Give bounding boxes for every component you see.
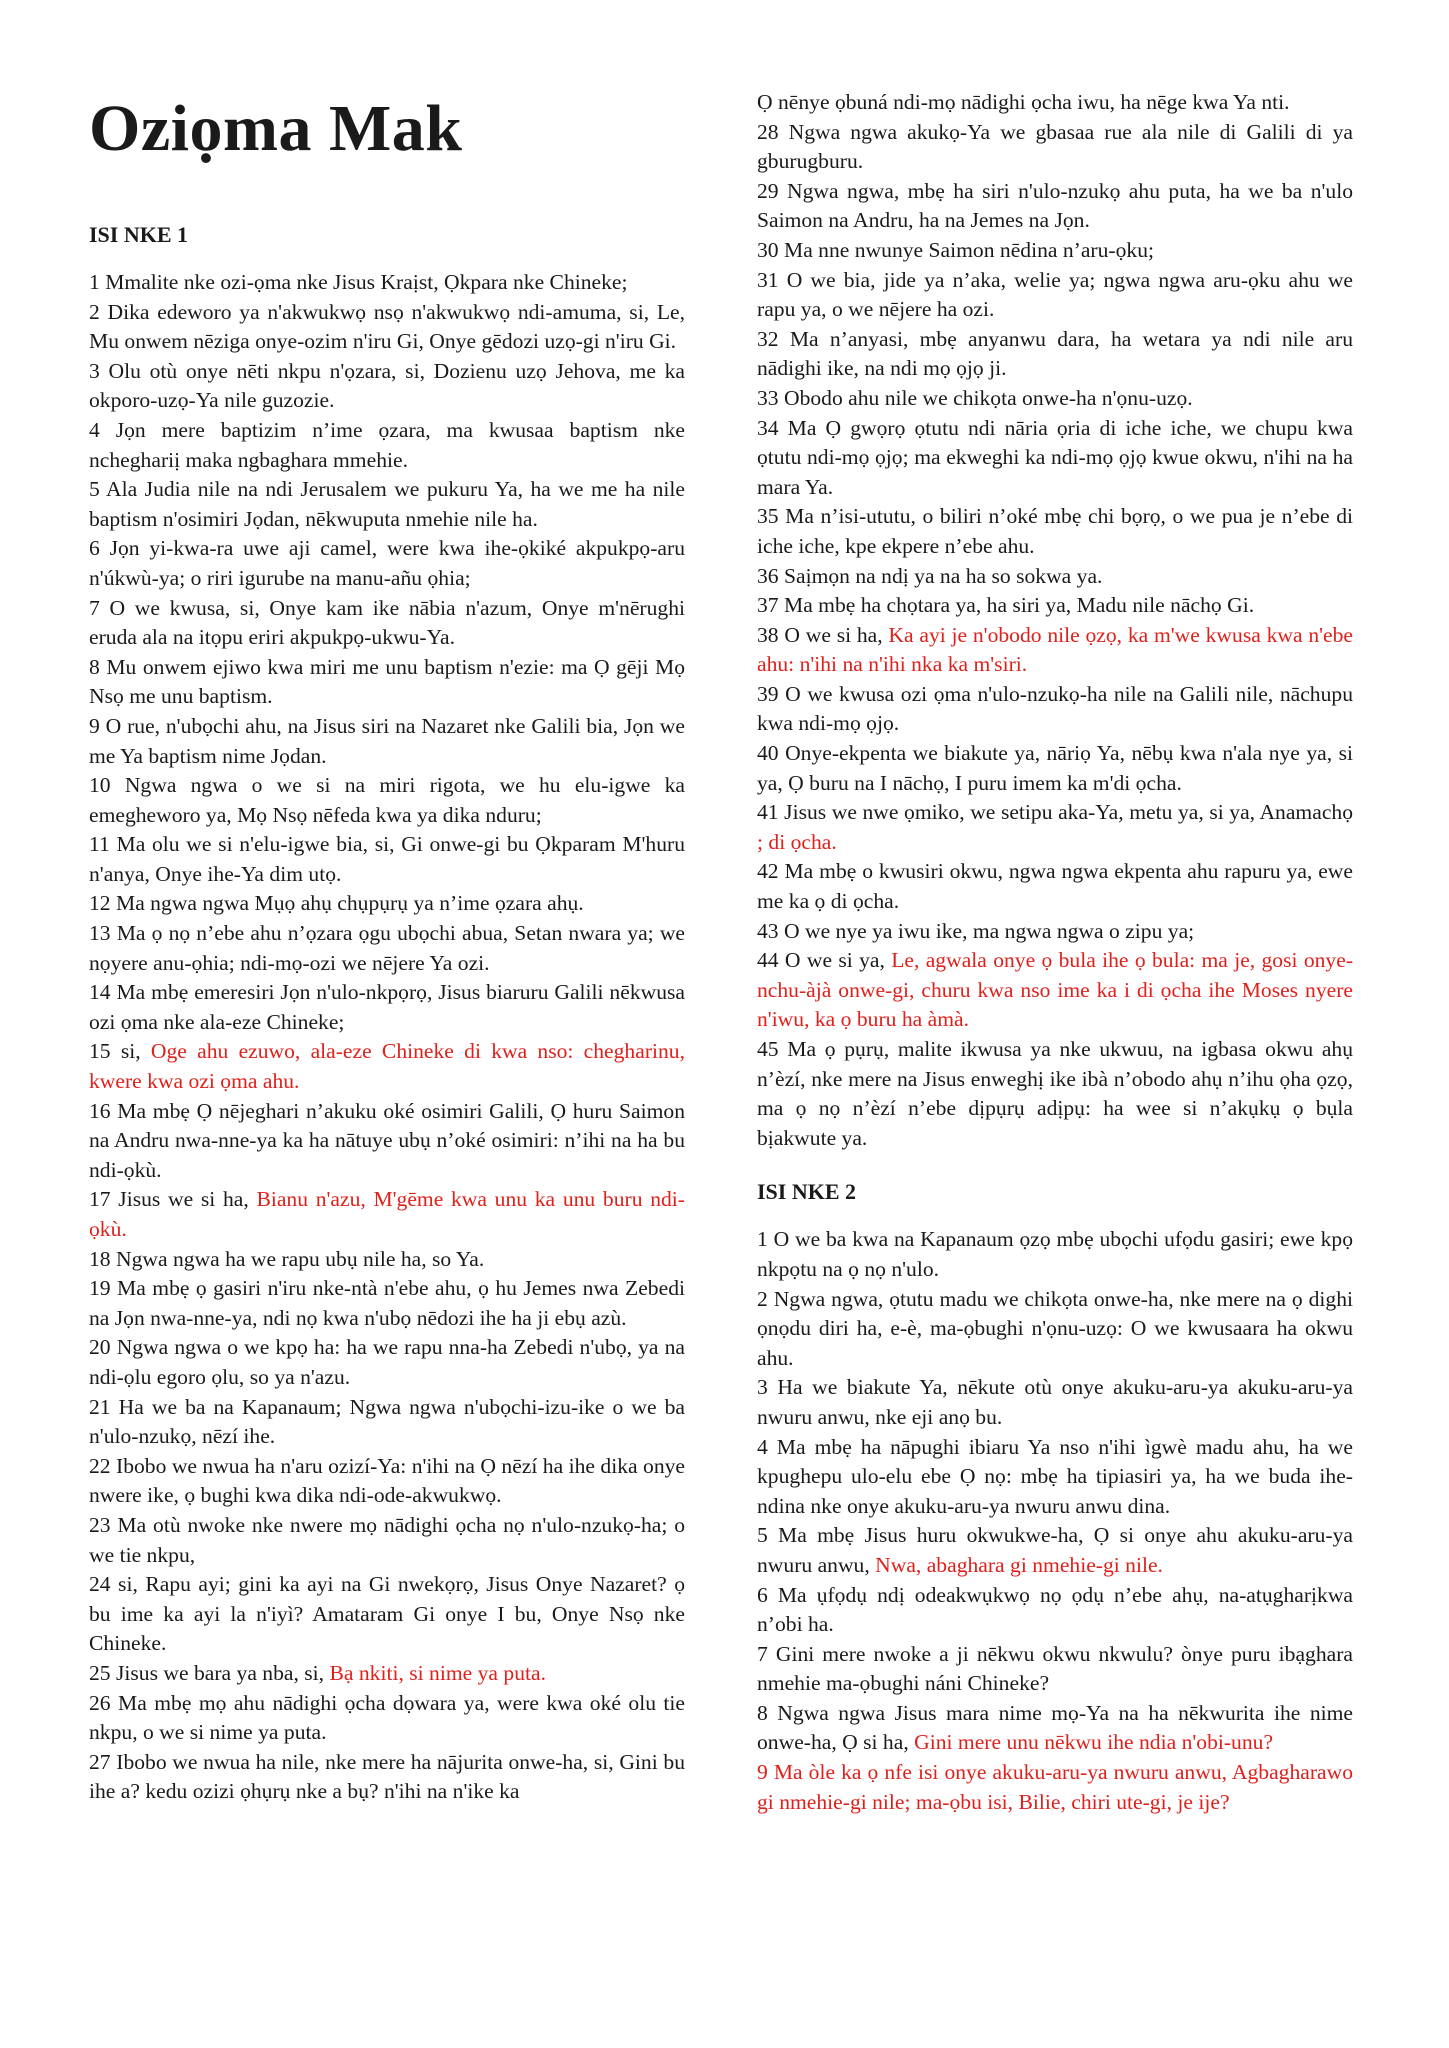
verse <box>757 1581 1353 1640</box>
verse <box>757 1225 1353 1284</box>
verse-text: 7 Gini mere nwoke a ji nēkwu okwu nkwulu? ònye puru ibạghara nmehie ma-ọbughi náni Chineke? <box>757 1641 1353 1696</box>
verse-text: 3 Ha we biakute Ya, nēkute otù onye akuku-aru-ya akuku-aru-ya nwuru anwu, nke eji anọ bu. <box>757 1375 1353 1429</box>
verse <box>89 889 685 919</box>
verse-red-text: Bạ nkiti, si nime ya puta. <box>329 1660 546 1685</box>
verse <box>89 298 685 357</box>
chapter-1-verses <box>89 268 685 1807</box>
verse-text: 5 Ala Judia nile na ndi Jerusalem we pukuru Ya, ha we me ha nile baptism n'osimiri Jọdan, nēkwuputa nmehie nile ha. <box>89 477 685 531</box>
verse-text: 28 Ngwa ngwa akukọ-Ya we gbasaa rue ala nile di Galili di ya gburugburu. <box>757 119 1353 174</box>
verse-text: 41 Jisus we nwe ọmiko, we setipu aka-Ya, metu ya, si ya, Anamachọ <box>757 800 1353 825</box>
left-column <box>89 92 685 1807</box>
verse-red-text: Oge ahu ezuwo, ala-eze Chineke di kwa nso: chegharinu, kwere kwa ozi ọma ahu. <box>89 1039 685 1094</box>
verse <box>89 1037 685 1096</box>
verse <box>757 857 1353 916</box>
verse-text: 39 O we kwusa ozi ọma n'ulo-nzukọ-ha nile na Galili nile, nāchupu kwa ndi-mọ ọjọ. <box>757 681 1353 736</box>
verse-text: 8 Ngwa ngwa Jisus mara nime mọ-Ya na ha nēkwurita ihe nime onwe-ha, Ọ si ha, <box>757 1700 1353 1755</box>
verse <box>757 414 1353 503</box>
verse <box>89 1097 685 1186</box>
verse-text: 31 O we bia, jide ya n’aka, welie ya; ngwa ngwa aru-ọku ahu we rapu ya, o we nējere ha ozi. <box>757 267 1353 322</box>
verse-red-text: Bianu n'azu, M'gēme kwa unu ka unu buru ndi-ọkù. <box>89 1187 685 1241</box>
verse-text: 6 Jọn yi-kwa-ra uwe aji camel, were kwa ihe-ọkiké akpukpọ-aru n'úkwù-ya; o riri igurube na manu-añu ọhia; <box>89 536 685 590</box>
verse <box>757 946 1353 1035</box>
verse <box>89 919 685 978</box>
verse-text: 19 Ma mbẹ ọ gasiri n'iru nke-ntà n'ebe ahu, ọ hu Jemes nwa Zebedi na Jọn nwa-nne-ya, ndi nọ kwa n'ubọ nēdozi ihe ha ji ebụ azù. <box>89 1276 685 1330</box>
verse <box>757 236 1353 266</box>
verse-text: 29 Ngwa ngwa, mbẹ ha siri n'ulo-nzukọ ahu puta, ha we ba n'ulo Saimon na Andru, ha na Jemes na Jọn. <box>757 178 1353 233</box>
verse-red-text: Nwa, abaghara gi nmehie-gi nile. <box>875 1552 1163 1577</box>
verse <box>89 416 685 475</box>
verse <box>757 1699 1353 1758</box>
verse <box>89 1333 685 1392</box>
verse <box>757 384 1353 414</box>
verse-text: 45 Ma ọ pụrụ, malite ikwusa ya nke ukwuu, na igbasa okwu ahụ n’èzí, nke mere na Jisus enweghị ike ibà n’obodo ahụ n’ihu ọha ọzọ, ma ọ nọ n’èzí n’ebe dịpụrụ adịpụ: ha wee si n’akụkụ ọ bụla bịakwute ya. <box>757 1037 1353 1150</box>
verse-red-text: ; di ọcha. <box>757 829 837 854</box>
verse <box>89 978 685 1037</box>
verse-text: 6 Ma ụfọdụ ndị odeakwụkwọ nọ ọdụ n’ebe ahụ, na-atụgharịkwa n’obi ha. <box>757 1582 1353 1637</box>
verse-text: 11 Ma olu we si n'elu-igwe bia, si, Gi onwe-gi bu Ọkparam M'huru n'anya, Onye ihe-Ya dim utọ. <box>89 832 685 886</box>
verse <box>757 1758 1353 1817</box>
verse <box>89 534 685 593</box>
verse-text: 24 si, Rapu ayi; gini ka ayi na Gi nwekọrọ, Jisus Onye Nazaret? ọ bu ime ka ayi la n'iyì? Amataram Gi onye I bu, Onye Nsọ nke Chineke. <box>89 1572 685 1656</box>
verse-red-text: 9 Ma òle ka ọ nfe isi onye akuku-aru-ya nwuru anwu, Agbagharawo gi nmehie-gi nile; ma-ọbu isi, Bilie, chiri ute-gi, je ije? <box>757 1760 1353 1814</box>
verse-text: 12 Ma ngwa ngwa Mụọ ahụ chụpụrụ ya n’ime ọzara ahụ. <box>89 891 584 916</box>
verse-text: 35 Ma n’isi-ututu, o biliri n’oké mbẹ chi bọrọ, o we pua je n’ebe di iche iche, kpe ekpere n’ebe ahu. <box>757 504 1353 558</box>
verse-text: 21 Ha we ba na Kapanaum; Ngwa ngwa n'ubọchi-izu-ike o we ba n'ulo-nzukọ, nēzí ihe. <box>89 1394 685 1449</box>
verse <box>89 268 685 298</box>
verse-text: 4 Jọn mere baptizim n’ime ọzara, ma kwusaa baptism nke ncheghariị maka ngbaghara mmehie. <box>89 417 685 472</box>
verse <box>757 917 1353 947</box>
verse-red-text: Gini mere unu nēkwu ihe ndia n'obi-unu? <box>914 1730 1274 1755</box>
verse <box>757 739 1353 798</box>
verse <box>89 594 685 653</box>
verse <box>89 357 685 416</box>
verse <box>757 1640 1353 1699</box>
verse-text: 2 Ngwa ngwa, ọtutu madu we chikọta onwe-ha, nke mere na ọ dighi ọnọdu diri ha, e-è, ma-ọbughi n'ọnu-uzọ: O we kwusaara ha okwu ahu. <box>757 1286 1353 1370</box>
verse <box>89 1185 685 1244</box>
verse <box>757 1285 1353 1374</box>
verse-text: 8 Mu onwem ejiwo kwa miri me unu baptism n'ezie: ma Ọ gēji Mọ Nsọ me unu baptism. <box>89 654 685 709</box>
verse-text: 44 O we si ya, <box>757 948 892 973</box>
verse-text: 17 Jisus we si ha, <box>89 1187 257 1212</box>
verse-text: 27 Ibobo we nwua ha nile, nke mere ha nājurita onwe-ha, si, Gini bu ihe a? kedu ozizi ọhụrụ nke a bụ? n'ihi na n'ike ka <box>89 1749 685 1804</box>
verse-text: 32 Ma n’anyasi, mbẹ anyanwu dara, ha wetara ya ndi nile aru nādighi ike, na ndi mọ ọjọ ji. <box>757 326 1353 381</box>
verse-text: 25 Jisus we bara ya nba, si, <box>89 1660 330 1685</box>
verse-text: 34 Ma Ọ gwọrọ ọtutu ndi nāria ọria di iche iche, we chupu kwa ọtutu ndi-mọ ọjọ; ma ekweghi ka ndi-mọ ọjọ kwue okwu, n'ihi na ha mara Ya. <box>757 415 1353 499</box>
verse-text: 43 O we nye ya iwu ike, ma ngwa ngwa o zipu ya; <box>757 918 1195 943</box>
verse-text: 10 Ngwa ngwa o we si na miri rigota, we hu elu-igwe ka emegheworo ya, Mọ Nsọ nēfeda kwa ya dika nduru; <box>89 773 685 827</box>
verse <box>757 177 1353 236</box>
verse <box>89 712 685 771</box>
verse-text: 42 Ma mbẹ o kwusiri okwu, ngwa ngwa ekpenta ahu rapuru ya, ewe me ka ọ di ọcha. <box>757 859 1353 914</box>
verse-text: 2 Dika edeworo ya n'akwukwọ nsọ n'akwukwọ ndi-amuma, si, Le, Mu onwem nēziga onye-ozim n'iru Gi, Onye gēdozi uzọ-gi n'iru Gi. <box>89 299 685 354</box>
chapter-2-verses <box>757 1225 1353 1817</box>
verse <box>89 1274 685 1333</box>
verse <box>757 798 1353 857</box>
verse-text: 18 Ngwa ngwa ha we rapu ubụ nile ha, so Ya. <box>89 1246 485 1271</box>
chapter-1-verses-continued <box>757 88 1353 1153</box>
verse-red-text: Le, agwala onye ọ bula ihe ọ bula: ma je, gosi onye-nchu-àjà onwe-gi, churu kwa nso ime ka i di ọcha ihe Moses nyere n'iwu, ka ọ buru ha àmà. <box>757 948 1354 1032</box>
verse-text: 5 Ma mbẹ Jisus huru okwukwe-ha, Ọ si onye ahu akuku-aru-ya nwuru anwu, <box>757 1523 1353 1577</box>
verse-text: 1 Mmalite nke ozi-ọma nke Jisus Kraịst, Ọkpara nke Chineke; <box>89 270 628 294</box>
verse <box>757 1433 1353 1522</box>
verse-text: 40 Onye-ekpenta we biakute ya, nāriọ Ya, nēbụ kwa n'ala nye ya, si ya, Ọ buru na I nāchọ, I puru imem ka m'di ọcha. <box>757 741 1353 795</box>
verse <box>757 1373 1353 1432</box>
verse-text: 23 Ma otù nwoke nke nwere mọ nādighi ọcha nọ n'ulo-nzukọ-ha; o we tie nkpu, <box>89 1512 685 1567</box>
verse <box>757 562 1353 592</box>
verse-red-text: Ka ayi je n'obodo nile ọzọ, ka m'we kwusa kwa n'ebe ahu: n'ihi na n'ihi nka ka m'siri. <box>757 622 1353 677</box>
verse-text: Ọ nēnye ọbuná ndi-mọ nādighi ọcha iwu, ha nēge kwa Ya nti. <box>757 90 1290 114</box>
verse <box>757 325 1353 384</box>
right-column <box>757 88 1353 1817</box>
verse-text: 38 O we si ha, <box>757 622 889 647</box>
verse <box>89 1393 685 1452</box>
verse-text: 7 O we kwusa, si, Onye kam ike nābia n'azum, Onye m'nērughi eruda ala na itọpu eriri akpukpọ-ukwu-Ya. <box>89 595 685 650</box>
verse <box>89 1511 685 1570</box>
verse <box>757 621 1353 680</box>
verse-text: 1 O we ba kwa na Kapanaum ọzọ mbẹ ubọchi ufọdu gasiri; ewe kpọ nkpọtu na ọ nọ n'ulo. <box>757 1227 1353 1281</box>
page-title: Oziọma Mak <box>89 92 463 165</box>
verse-text: 13 Ma ọ nọ n’ebe ahu n’ọzara ọgu ubọchi abua, Setan nwara ya; we nọyere anu-ọhia; ndi-mọ-ozi we nējere Ya ozi. <box>89 921 685 975</box>
verse-text: 20 Ngwa ngwa o we kpọ ha: ha we rapu nna-ha Zebedi n'ubọ, ya na ndi-ọlu egoro ọlu, so ya n'azu. <box>89 1335 685 1389</box>
verse <box>757 266 1353 325</box>
verse <box>89 653 685 712</box>
verse-text: 3 Olu otù onye nēti nkpu n'ọzara, si, Dozienu uzọ Jehova, me ka okporo-uzọ-Ya nile guzozie. <box>89 358 685 413</box>
chapter-heading: ISI NKE 1 <box>89 222 189 247</box>
verse <box>89 1689 685 1748</box>
verse-text: 14 Ma mbẹ emeresiri Jọn n'ulo-nkpọrọ, Jisus biaruru Galili nēkwusa ozi ọma nke ala-eze Chineke; <box>89 980 685 1034</box>
verse <box>89 771 685 830</box>
verse-text: 36 Saịmọn na ndị ya na ha so sokwa ya. <box>757 563 1103 588</box>
verse <box>89 1748 685 1807</box>
verse <box>89 1570 685 1659</box>
verse <box>89 1659 685 1689</box>
verse <box>89 475 685 534</box>
verse-text: 22 Ibobo we nwua ha n'aru ozizí-Ya: n'ihi na Ọ nēzí ha ihe dika onye nwere ike, ọ bughi kwa dika ndi-ode-akwukwọ. <box>89 1453 685 1508</box>
verse <box>757 502 1353 561</box>
verse-text: 26 Ma mbẹ mọ ahu nādighi ọcha dọwara ya, were kwa oké olu tie nkpu, o we si nime ya puta. <box>89 1690 685 1745</box>
verse <box>757 591 1353 621</box>
verse-text: 16 Ma mbẹ Ọ nējeghari n’akuku oké osimiri Galili, Ọ huru Saimon na Andru nwa-nne-ya ka ha nātuye ubụ n’oké osimiri: n’ihi na ha bu ndi-ọkù. <box>89 1098 685 1182</box>
verse <box>757 1521 1353 1580</box>
verse-text: 37 Ma mbẹ ha chọtara ya, ha siri ya, Madu nile nāchọ Gi. <box>757 593 1255 618</box>
verse <box>89 1245 685 1275</box>
verse-text: 33 Obodo ahu nile we chikọta onwe-ha n'ọnu-uzọ. <box>757 385 1193 410</box>
verse-text: 4 Ma mbẹ ha nāpughi ibiaru Ya nso n'ihi ìgwè madu ahu, ha we kpughepu ulo-elu ebe Ọ nọ: mbẹ ha tipiasiri ya, ha we buda ihe-ndina nke onye akuku-aru-ya nwuru anwu dina. <box>757 1434 1353 1518</box>
verse-text: 9 O rue, n'ubọchi ahu, na Jisus siri na Nazaret nke Galili bia, Jọn we me Ya baptism nime Jọdan. <box>89 713 685 768</box>
verse <box>89 1452 685 1511</box>
verse-text: 30 Ma nne nwunye Saimon nēdina n’aru-ọku; <box>757 237 1154 262</box>
verse <box>757 88 1353 118</box>
verse <box>757 118 1353 177</box>
verse <box>757 1035 1353 1153</box>
verse <box>757 680 1353 739</box>
chapter-heading: ISI NKE 2 <box>757 1179 857 1205</box>
verse <box>89 830 685 889</box>
verse-text: 15 si, <box>89 1039 151 1064</box>
